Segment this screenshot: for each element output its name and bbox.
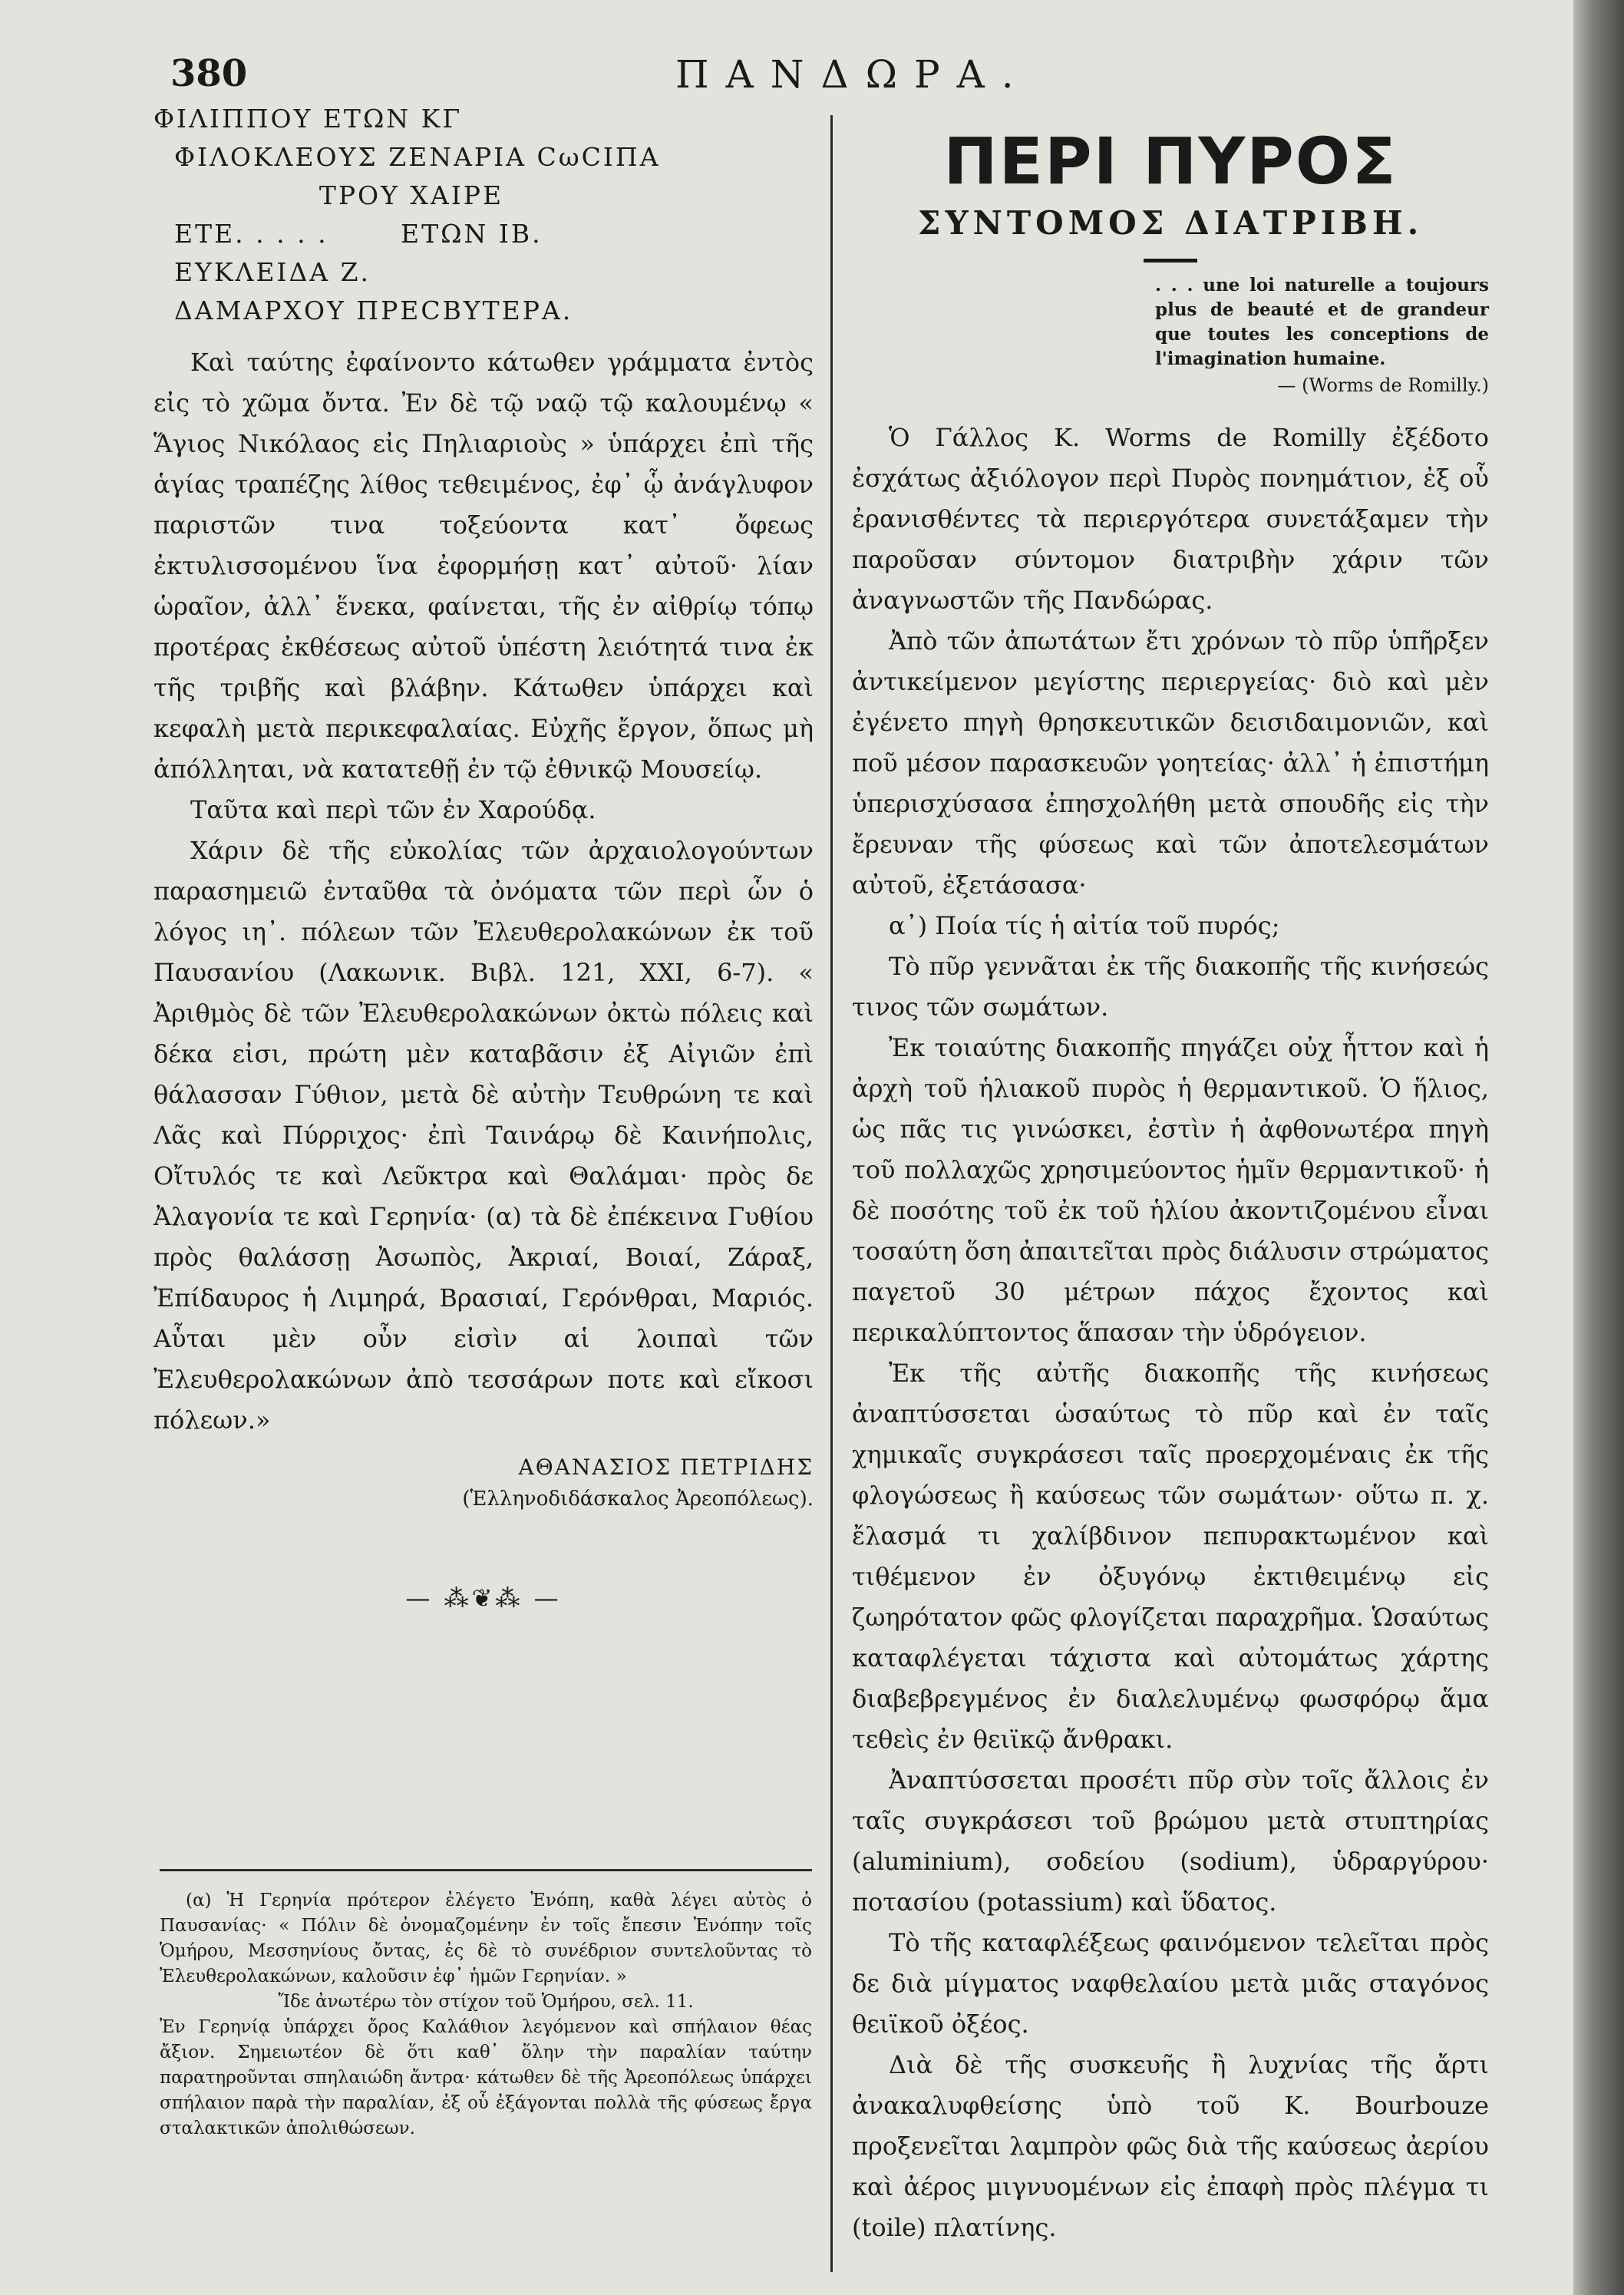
article-paragraph: Διὰ δὲ τῆς συσκευῆς ἢ λυχνίας τῆς ἄρτι ἀνακαλυφθείσης ὑπὸ τοῦ Κ. Bourbouze προξενεῖται λαμπρὸν φῶς διὰ τῆς καύσεως ἀερίου καὶ ἀέρος μιγνυομένων εἰς ἐπαφὴ πρὸς πλέγμα τι (toile) πλατίνης.: [852, 2050, 1489, 2242]
ornament-divider: — ⁂❦⁂ —: [405, 1583, 562, 1613]
page-header: [0, 37, 1573, 106]
journal-title: ΠΑΝΔΩΡΑ.: [675, 52, 1031, 97]
article-paragraph: Ἐκ τοιαύτης διακοπῆς πηγάζει οὐχ ἧττον καὶ ἡ ἀρχὴ τοῦ ἡλιακοῦ πυρὸς ἡ θερμαντικοῦ. Ὁ ἥλιος, ὡς πᾶς τις γινώσκει, ἐστὶν ἡ ἀφθονωτέρα πηγὴ τοῦ πολλαχῶς χρησιμεύοντος ἡμῖν θερμαντικοῦ· ἡ δὲ ποσότης τοῦ ἐκ τοῦ ἡλίου ἀκοντιζομένου εἶναι τοσαύτη ὅση ἀπαιτεῖται πρὸς διάλυσιν στρώματος παγετοῦ 30 μέτρων πάχος ἔχοντος καὶ περικαλύπτοντος ἅπασαν τὴν ὑδρόγειον.: [852, 1033, 1489, 1347]
left-column: [153, 100, 814, 1613]
inscription-line: ΦΙΛΟΚΛΕΟΥΣ ΖΕΝΑΡΙΑ CωCΙΠΑ: [153, 142, 661, 172]
inscription-line: ΦΙΛΙΠΠΟΥ ΕΤΩΝ ΚΓ: [153, 104, 463, 134]
footnotes: [160, 1888, 812, 2141]
epigraph-source: — (Worms de Romilly.): [1277, 375, 1489, 396]
inscription-line: ΤΡΟΥ ΧΑΙΡΕ: [153, 180, 504, 210]
body-paragraph: Καὶ ταύτης ἐφαίνοντο κάτωθεν γράμματα ἐντὸς εἰς τὸ χῶμα ὄντα. Ἐν δὲ τῷ ναῷ τῷ καλουμένῳ « Ἅγιος Νικόλαος εἰς Πηλιαριοὺς » ὑπάρχει ἐπὶ τῆς ἁγίας τραπέζης λίθος τεθειμένος, ἐφ᾽ ᾧ ἀνάγλυφον παριστῶν τινα τοξεύοντα κατ᾽ ὄφεως ἐκτυλισσομένου ἵνα ἐφορμήσῃ κατ᾽ αὐτοῦ· λίαν ὡραῖον, ἀλλ᾽ ἕνεκα, φαίνεται, τῆς ἐν αἰθρίῳ τόπῳ προτέρας ἐκθέσεως αὐτοῦ ὑπέστη λειότητά τινα ἐκ τῆς τριβῆς καὶ βλάβην. Κάτωθεν ὑπάρχει καὶ κεφαλὴ μετὰ περικεφαλαίας. Εὐχῆς ἔργον, ὅπως μὴ ἀπόλληται, νὰ κατατεθῇ ἐν τῷ ἐθνικῷ Μουσείῳ.: [153, 348, 814, 784]
footnote: Ἐν Γερηνίᾳ ὑπάρχει ὄρος Καλάθιον λεγόμενον καὶ σπήλαιον θέας ἄξιον. Σημειωτέον δὲ ὅτι καθ᾽ ὅλην τὴν παραλίαν ταύτην παρατηροῦνται σπηλαιώδη ἄντρα· κάτωθεν δὲ τῆς Ἀρεοπόλεως ὑπάρχει σπήλαιον παρὰ τὴν παραλίαν, ἐξ οὗ ἐξάγονται πολλὰ τῆς φύσεως ἔργα σταλακτικῶν ἀπολιθώσεων.: [160, 2017, 812, 2138]
right-column: [852, 123, 1489, 2248]
article-title: ΠΕΡΙ ΠΥΡΟΣ: [943, 124, 1398, 199]
inscription-line: ΕΥΚΛΕΙΔΑ Ζ.: [153, 257, 371, 287]
footnote: Ἴδε ἀνωτέρω τὸν στίχον τοῦ Ὁμήρου, σελ. 11.: [278, 1992, 694, 2012]
article-paragraph: α᾽) Ποία τίς ἡ αἰτία τοῦ πυρός;: [889, 911, 1280, 940]
inscription: [153, 100, 814, 330]
article-paragraph: Τὸ πῦρ γεννᾶται ἐκ τῆς διακοπῆς τῆς κινήσεώς τινος τῶν σωμάτων.: [852, 952, 1489, 1022]
article-paragraph: Ἀναπτύσσεται προσέτι πῦρ σὺν τοῖς ἄλλοις ἐν ταῖς συγκράσεσι τοῦ βρώμου μετὰ στυπτηρίας (aluminium), σοδείου (sodium), ὑδραργύρου· ποτασίου (potassium) καὶ ὕδατος.: [852, 1765, 1489, 1917]
inscription-line: ΕΤΕ. . . . . ΕΤΩΝ ΙΒ.: [153, 219, 543, 249]
column-divider: [830, 115, 833, 2272]
article-paragraph: Ἐκ τῆς αὐτῆς διακοπῆς τῆς κινήσεως ἀναπτύσσεται ὡσαύτως τὸ πῦρ καὶ ἐν ταῖς χημικαῖς συγκράσεσι ταῖς προερχομέναις ἐκ τῆς φλογώσεως ἢ καύσεως τῶν σωμάτων· οὕτω π. χ. ἔλασμά τι χαλίβδινον πεπυρακτωμένον καὶ τιθέμενον ἐν ὀξυγόνῳ ἐκτιθειμένῳ εἰς ζωηρότατον φῶς φλογίζεται παραχρῆμα. Ὡσαύτως καταφλέγεται τάχιστα καὶ αὐτομάτως χάρτης διαβεβρεγμένος ἐν διαλελυμένῳ φωσφόρῳ ἅμα τεθεὶς ἐν θειϊκῷ ἄνθρακι.: [852, 1359, 1489, 1754]
page-number: 380: [170, 52, 248, 95]
footnote-rule: [160, 1869, 812, 1871]
article-paragraph: Ὁ Γάλλος Κ. Worms de Romilly ἐξέδοτο ἐσχάτως ἀξιόλογον περὶ Πυρὸς πονημάτιον, ἐξ οὗ ἐρανισθέντες τὰ περιεργότερα συνετάξαμεν τὴν παροῦσαν σύντομον διατριβὴν χάριν τῶν ἀναγνωστῶν τῆς Πανδώρας.: [852, 423, 1489, 615]
article-subtitle: ΣΥΝΤΟΜΟΣ ΔΙΑΤΡΙΒΗ.: [917, 204, 1424, 242]
author-role: (Ἑλληνοδιδάσκαλος Ἀρεοπόλεως).: [462, 1488, 814, 1511]
article-paragraph: Ἀπὸ τῶν ἀπωτάτων ἔτι χρόνων τὸ πῦρ ὑπῆρξεν ἀντικείμενον μεγίστης περιεργείας· διὸ καὶ μὲν ἐγένετο πηγὴ θρησκευτικῶν δεισιδαιμονιῶν, καὶ ποῦ μέσον παρασκευῶν γοητείας· ἀλλ᾽ ἡ ἐπιστήμη ὑπερισχύσασα ἐπησχολήθη μετὰ σπουδῆς εἰς τὴν ἔρευναν τῆς φύσεως καὶ τῶν ἀποτελεσμάτων αὐτοῦ, ἐξετάσασα·: [852, 626, 1489, 900]
article-paragraph: Τὸ τῆς καταφλέξεως φαινόμενον τελεῖται πρὸς δε διὰ μίγματος ναφθελαίου μετὰ μιᾶς σταγόνος θειϊκοῦ ὀξέος.: [852, 1928, 1489, 2039]
title-rule: [1144, 259, 1197, 263]
body-paragraph: Χάριν δὲ τῆς εὐκολίας τῶν ἀρχαιολογούντων παρασημειῶ ἐνταῦθα τὰ ὀνόματα τῶν περὶ ὧν ὁ λόγος ιη᾽. πόλεων τῶν Ἐλευθερολακώνων ἐκ τοῦ Παυσανίου (Λακωνικ. Βιβλ. 121, XXI, 6-7). « Ἀριθμὸς δὲ τῶν Ἐλευθερολακώνων ὀκτὼ πόλεις καὶ δέκα εἰσι, πρώτη μὲν καταβᾶσιν ἐξ Αἰγιῶν ἐπὶ θάλασσαν Γύθιον, μετὰ δὲ αὐτὴν Τευθρώνη τε καὶ Λᾶς καὶ Πύρριχος· ἐπὶ Ταινάρῳ δὲ Καινήπολις, Οἴτυλός τε καὶ Λεῦκτρα καὶ Θαλάμαι· πρὸς δε Ἀλαγονία τε καὶ Γερηνία· (α) τὰ δὲ ἐπέκεινα Γυθίου πρὸς θαλάσσῃ Ἀσωπὸς, Ἀκριαί, Βοιαί, Ζάραξ, Ἐπίδαυρος ἡ Λιμηρά, Βρασιαί, Γερόνθραι, Μαριός. Αὗται μὲν οὖν εἰσὶν αἱ λοιπαὶ τῶν Ἐλευθερολακώνων ἀπὸ τεσσάρων ποτε καὶ εἴκοσι πόλεων.»: [153, 836, 814, 1435]
footnote: (α) Ἡ Γερηνία πρότερον ἐλέγετο Ἐνόπη, καθὰ λέγει αὐτὸς ὁ Παυσανίας· « Πόλιν δὲ ὀνομαζομένην ἐν τοῖς ἔπεσιν Ἐνόπην τοῖς Ὁμήρου, Μεσσηνίους ὄντας, ἐς δὲ τὸ συνέδριον συντελοῦντας τὸ Ἐλευθερολακώνων, καλοῦσιν ἐφ᾽ ἡμῶν Γερηνίαν. »: [160, 1890, 812, 1986]
epigraph: . . . une loi naturelle a toujours plus de beauté et de grandeur que toutes les conceptions de l'imagination humaine.: [1155, 275, 1489, 369]
body-paragraph: Ταῦτα καὶ περὶ τῶν ἐν Χαρούδᾳ.: [190, 795, 596, 824]
inscription-line: ΔΑΜΑΡΧΟΥ ΠΡΕCΒΥΤΕΡΑ.: [153, 296, 573, 325]
author-name: ΑΘΑΝΑΣΙΟΣ ΠΕΤΡΙΔΗΣ: [518, 1455, 814, 1480]
page-edge: [1573, 0, 1624, 2295]
